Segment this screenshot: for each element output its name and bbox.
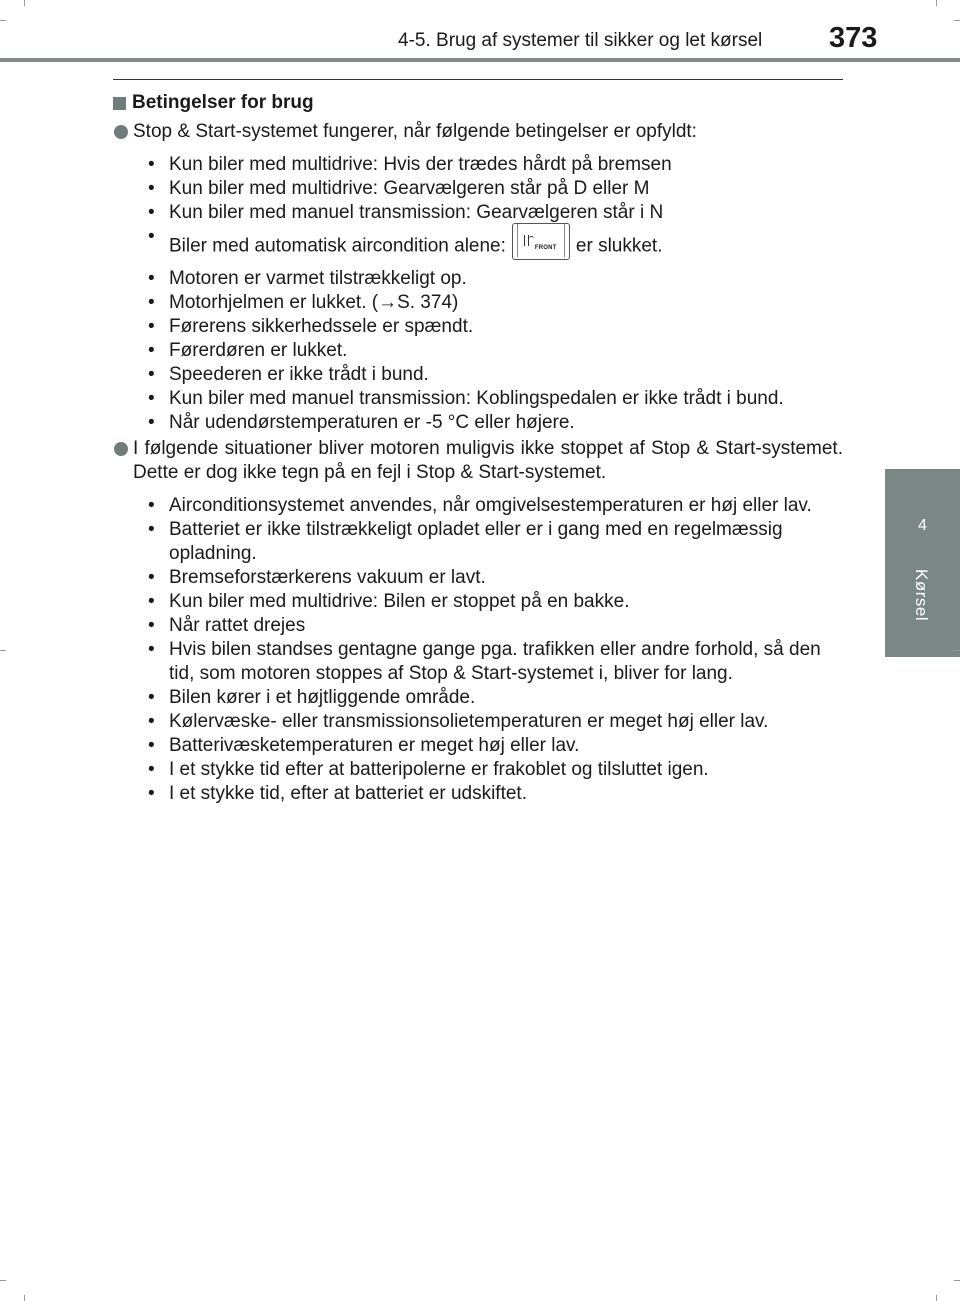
list-item: • Kun biler med manuel transmission: Gearvælgeren står i N [133, 201, 843, 225]
chapter-side-tab[interactable] [885, 469, 960, 657]
list-item: • Kun biler med multidrive: Gearvælgeren står på D eller M [133, 177, 843, 201]
chapter-label: Kørsel [912, 569, 931, 622]
condition-paragraph [113, 437, 843, 485]
crop-mark [0, 1280, 6, 1281]
condition-list [113, 153, 843, 435]
list-item: • Bremseforstærkerens vakuum er lavt. [133, 566, 843, 590]
crop-mark [954, 1280, 960, 1281]
crop-mark [24, 1295, 25, 1301]
crop-mark [954, 20, 960, 21]
front-label: FRONT [534, 245, 557, 251]
section-heading-text: Betingelser for brug [132, 92, 314, 113]
crop-mark [24, 0, 25, 6]
list-item: • Speederen er ikke trådt i bund. [133, 363, 843, 387]
crop-mark [0, 650, 6, 651]
list-item: • Kun biler med multidrive: Hvis der trædes hårdt på bremsen [133, 153, 843, 177]
list-item: • I et stykke tid efter at batteripolerne er frakoblet og tilsluttet igen. [133, 758, 843, 782]
list-item: • Batteriet er ikke tilstrækkeligt opladet eller er i gang med en regelmæssig opladning. [133, 518, 843, 566]
list-item: • Airconditionsystemet anvendes, når omgivelsestemperaturen er høj eller lav. [133, 494, 843, 518]
main-content [113, 91, 843, 808]
crop-mark [0, 20, 6, 21]
crop-mark [954, 650, 960, 651]
header-section-title: 4-5. Brug af systemer til sikker og let kørsel [398, 30, 763, 51]
page-number: 373 [829, 22, 878, 54]
list-item-text: er slukket. [575, 235, 663, 257]
crop-mark [936, 0, 937, 6]
list-item: • Motorhjelmen er lukket. (→S. 374) [133, 291, 843, 315]
list-item: • Kun biler med manuel transmission: Koblingspedalen er ikke trådt i bund. [133, 387, 843, 411]
list-item: • Kølervæske- eller transmissionsolietemperaturen er meget høj eller lav. [133, 710, 843, 734]
list-item: • Motoren er varmet tilstrækkeligt op. [133, 267, 843, 291]
circle-bullet-icon [114, 125, 128, 139]
list-item [133, 225, 843, 267]
list-item-text: Biler med automatisk aircondition alene: [169, 235, 506, 257]
list-item: • I et stykke tid, efter at batteriet er udskiftet. [133, 782, 843, 806]
section-heading [113, 91, 843, 115]
list-item: • Batterivæsketemperaturen er meget høj eller lav. [133, 734, 843, 758]
content-top-rule [113, 79, 843, 80]
circle-bullet-icon [114, 442, 128, 456]
list-item: • Førerdøren er lukket. [133, 339, 843, 363]
list-item: • Kun biler med multidrive: Bilen er stoppet på en bakke. [133, 590, 843, 614]
list-item: • Hvis bilen standses gentagne gange pga. trafikken eller andre forhold, så den tid, som motoren stoppes af Stop & Start-systemet i, bliver for lang. [133, 638, 843, 686]
condition-list [113, 494, 843, 806]
page-header [0, 0, 960, 64]
front-defroster-button-icon [512, 223, 570, 260]
chapter-number: 4 [918, 517, 927, 534]
list-item: • Når rattet drejes [133, 614, 843, 638]
list-item: • Når udendørstemperaturen er -5 °C eller højere. [133, 411, 843, 435]
condition-text: I følgende situationer bliver motoren muligvis ikke stoppet af Stop & Start-systemet. Dette er dog ikke tegn på en fejl i Stop & Start-systemet. [133, 438, 843, 483]
crop-mark [936, 1295, 937, 1301]
condition-text: Stop & Start-systemet fungerer, når følgende betingelser er opfyldt: [133, 121, 697, 142]
condition-paragraph [113, 120, 843, 144]
square-bullet-icon [113, 97, 126, 110]
header-divider [0, 58, 960, 62]
list-item: • Førerens sikkerhedssele er spændt. [133, 315, 843, 339]
list-item: • Bilen kører i et højtliggende område. [133, 686, 843, 710]
